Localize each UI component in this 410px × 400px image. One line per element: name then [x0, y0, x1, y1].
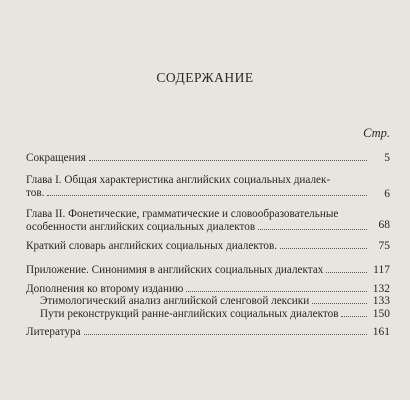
toc-entry-text: Глава I. Общая характеристика английских социальных диалек- — [26, 174, 331, 186]
leader-dots — [280, 248, 367, 249]
toc-entry-text: Глава II. Фонетические, грамматические и словообразовательные — [26, 208, 339, 220]
toc-page-number: 68 — [378, 219, 390, 231]
toc-entry-reconstruction — [40, 308, 370, 321]
toc-entry-text: Дополнения ко второму изданию — [26, 283, 184, 295]
toc-entry-etymology — [40, 295, 370, 308]
leader-dots — [89, 160, 367, 161]
toc-entry-text: Этимологический анализ английской сленговой лексики — [40, 295, 310, 307]
toc-entry-text: особенности английских социальных диалектов — [26, 220, 256, 233]
toc-entry-supplements — [26, 283, 370, 296]
leader-dots — [341, 316, 367, 317]
toc-entry-text: Приложение. Синонимия в английских социальных диалектах — [26, 264, 324, 276]
leader-dots — [312, 303, 367, 304]
toc-page-number: 117 — [373, 264, 390, 276]
toc-entry-chapter-2 — [26, 208, 370, 233]
leader-dots — [84, 334, 367, 335]
toc-page-number: 5 — [384, 152, 390, 164]
leader-dots — [258, 229, 367, 230]
leader-dots — [326, 272, 367, 273]
toc-entry-dictionary — [26, 240, 370, 253]
toc-entry-text: Сокращения — [26, 152, 86, 164]
toc-entry-text: Краткий словарь английских социальных диалектов. — [26, 240, 278, 252]
toc-entry-chapter-1 — [26, 174, 370, 199]
toc-page-number: 6 — [384, 188, 390, 200]
toc-entry-text: Пути реконструкций ранне-английских социальных диалектов — [40, 308, 339, 320]
toc-page-number: 132 — [372, 283, 390, 295]
toc-page-number: 161 — [372, 326, 390, 338]
toc-page-number: 150 — [372, 308, 390, 320]
toc-entry-text: тов. — [26, 186, 45, 199]
toc-page-number: 133 — [372, 295, 390, 307]
leader-dots — [47, 195, 367, 196]
toc-entry-appendix — [26, 264, 370, 277]
toc-entry-abbreviations — [26, 152, 370, 165]
toc-entry-text: Литература — [26, 326, 81, 338]
toc-title: СОДЕРЖАНИЕ — [156, 70, 254, 85]
leader-dots — [186, 291, 367, 292]
toc-entry-bibliography — [26, 326, 370, 339]
toc-page-number: 75 — [378, 240, 390, 252]
page-column-label: Стр. — [363, 126, 390, 140]
